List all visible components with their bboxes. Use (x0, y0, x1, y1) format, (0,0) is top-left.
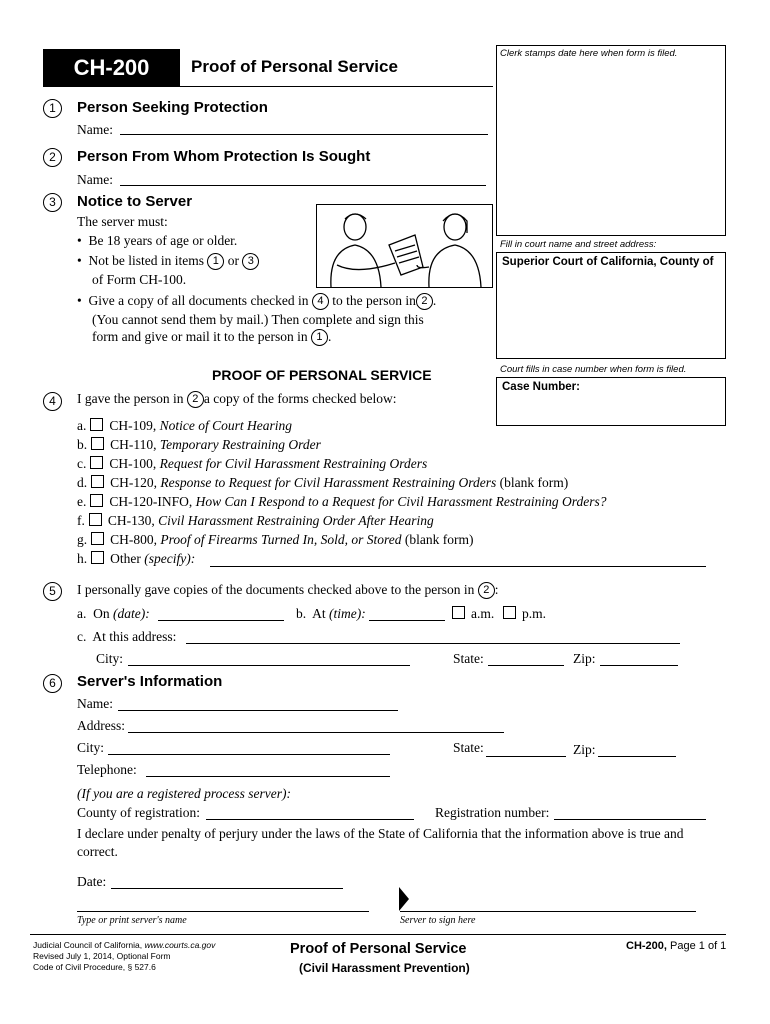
s1-name-field[interactable] (120, 134, 488, 135)
s6-state-label: State: (453, 740, 484, 755)
form-item-h[interactable]: h. Other (specify): (77, 551, 196, 566)
am-checkbox[interactable] (452, 606, 465, 619)
checkbox[interactable] (90, 418, 103, 431)
signature-field[interactable] (400, 911, 696, 912)
footer-subtitle: (Civil Harassment Prevention) (299, 961, 470, 975)
s6-zip-label: Zip: (573, 742, 596, 757)
pm-checkbox[interactable] (503, 606, 516, 619)
s6-city-label: City: (77, 740, 105, 755)
section-1-title: Person Seeking Protection (77, 99, 268, 116)
checkbox[interactable] (91, 437, 104, 450)
form-item-f[interactable]: f. CH-130, Civil Harassment Restraining Order After Hearing (77, 513, 434, 528)
section-6-number: 6 (43, 674, 62, 693)
s6-regnum-label: Registration number: (435, 805, 550, 820)
s5-state-label: State: (453, 651, 484, 666)
other-specify-field[interactable] (210, 566, 706, 567)
court-name: Superior Court of California, County of (502, 256, 714, 268)
case-number-label: Case Number: (502, 381, 580, 393)
form-item-a[interactable]: a. CH-109, Notice of Court Hearing (77, 418, 292, 433)
section-2-title: Person From Whom Protection Is Sought (77, 148, 371, 165)
form-item-g[interactable]: g. CH-800, Proof of Firearms Turned In, Sold, or Stored (blank form) (77, 532, 474, 547)
s5-zip-field[interactable] (600, 665, 678, 666)
sign-arrow-icon (399, 887, 409, 911)
s5-city-label: City: (96, 651, 124, 666)
s6-county-label: County of registration: (77, 805, 200, 820)
s5-city-field[interactable] (128, 665, 410, 666)
sign-label: Server to sign here (400, 915, 476, 926)
proof-heading: PROOF OF PERSONAL SERVICE (212, 367, 432, 383)
s3-bullet-3-line3: form and give or mail it to the person in 1 . (92, 329, 331, 346)
s5-address-field[interactable] (186, 643, 680, 644)
s1-name-label: Name: (77, 122, 113, 137)
s6-date-label: Date: (77, 874, 107, 889)
s4-text: I gave the person in 2 a copy of the forms checked below: (77, 391, 397, 408)
s6-regnum-field[interactable] (554, 819, 706, 820)
s6-city-field[interactable] (108, 754, 390, 755)
court-name-box[interactable] (496, 252, 726, 359)
s2-name-label: Name: (77, 172, 113, 187)
s5-zip-label: Zip: (573, 651, 596, 666)
s6-address-field[interactable] (128, 732, 504, 733)
s6-declaration-2: correct. (77, 844, 118, 859)
form-item-c[interactable]: c. CH-100, Request for Civil Harassment Restraining Orders (77, 456, 428, 471)
s5-text: I personally gave copies of the documents checked above to the person in 2 : (77, 582, 499, 599)
s5-pm-option[interactable]: p.m. (499, 606, 546, 622)
s3-bullet-2-cont: of Form CH-100. (92, 272, 187, 287)
checkbox[interactable] (90, 456, 103, 469)
s3-bullet-2: • Not be listed in items 1 or 3 (77, 253, 259, 270)
s6-name-field[interactable] (118, 710, 398, 711)
print-name-label: Type or print server's name (77, 915, 187, 926)
clerk-stamp-label: Clerk stamps date here when form is filed. (500, 48, 678, 59)
section-5-number: 5 (43, 582, 62, 601)
footer-rule (30, 934, 726, 935)
s5-am-option[interactable]: a.m. (448, 606, 494, 622)
section-1-number: 1 (43, 99, 62, 118)
s6-telephone-label: Telephone: (77, 762, 137, 777)
print-name-field[interactable] (77, 911, 369, 912)
section-6-title: Server's Information (77, 673, 223, 690)
form-code-badge: CH-200 (43, 49, 180, 87)
footer-council: Judicial Council of California, www.courts.ca.gov (33, 940, 216, 950)
court-label: Fill in court name and street address: (500, 239, 657, 250)
s3-bullet-1: • Be 18 years of age or older. (77, 233, 238, 248)
section-4-number: 4 (43, 392, 62, 411)
footer-title: Proof of Personal Service (290, 941, 467, 957)
form-item-e[interactable]: e. CH-120-INFO, How Can I Respond to a Request for Civil Harassment Restraining Orders? (77, 494, 607, 509)
s3-bullet-3: • Give a copy of all documents checked in 4 to the person in 2 . (77, 293, 436, 310)
checkbox[interactable] (91, 532, 104, 545)
s3-bullet-3-line2: (You cannot send them by mail.) Then complete and sign this (92, 312, 424, 327)
s5-date-row: a. On (date): (77, 606, 150, 621)
form-item-b[interactable]: b. CH-110, Temporary Restraining Order (77, 437, 321, 452)
section-3-title: Notice to Server (77, 193, 193, 210)
section-3-number: 3 (43, 193, 62, 212)
checkbox[interactable] (89, 513, 102, 526)
checkbox[interactable] (90, 494, 103, 507)
s6-date-field[interactable] (111, 888, 343, 889)
header-rule (43, 86, 493, 87)
s6-state-field[interactable] (486, 756, 566, 757)
s5-date-field[interactable] (158, 620, 284, 621)
s3-intro: The server must: (77, 214, 168, 229)
s5-time-row: b. At (time): (296, 606, 366, 621)
server-illustration (316, 204, 493, 288)
s5-address-label: c. At this address: (77, 629, 177, 644)
s6-zip-field[interactable] (598, 756, 676, 757)
s6-telephone-field[interactable] (146, 776, 390, 777)
s2-name-field[interactable] (120, 185, 486, 186)
s6-name-label: Name: (77, 696, 113, 711)
s6-address-label: Address: (77, 718, 125, 733)
s6-declaration: I declare under penalty of perjury under the laws of the State of California that the information above is true and (77, 826, 684, 841)
checkbox[interactable] (91, 551, 104, 564)
footer-revised: Revised July 1, 2014, Optional Form (33, 951, 171, 961)
footer-page: CH-200, Page 1 of 1 (626, 940, 727, 952)
section-2-number: 2 (43, 148, 62, 167)
form-title: Proof of Personal Service (191, 57, 398, 76)
s5-time-field[interactable] (369, 620, 445, 621)
clerk-stamp-box (496, 45, 726, 236)
s5-state-field[interactable] (488, 665, 564, 666)
checkbox[interactable] (91, 475, 104, 488)
form-item-d[interactable]: d. CH-120, Response to Request for Civil Harassment Restraining Orders (blank form) (77, 475, 569, 490)
s6-county-field[interactable] (206, 819, 414, 820)
case-label: Court fills in case number when form is filed. (500, 364, 687, 375)
footer-code: Code of Civil Procedure, § 527.6 (33, 962, 156, 972)
s6-registered-note: (If you are a registered process server): (77, 786, 291, 801)
